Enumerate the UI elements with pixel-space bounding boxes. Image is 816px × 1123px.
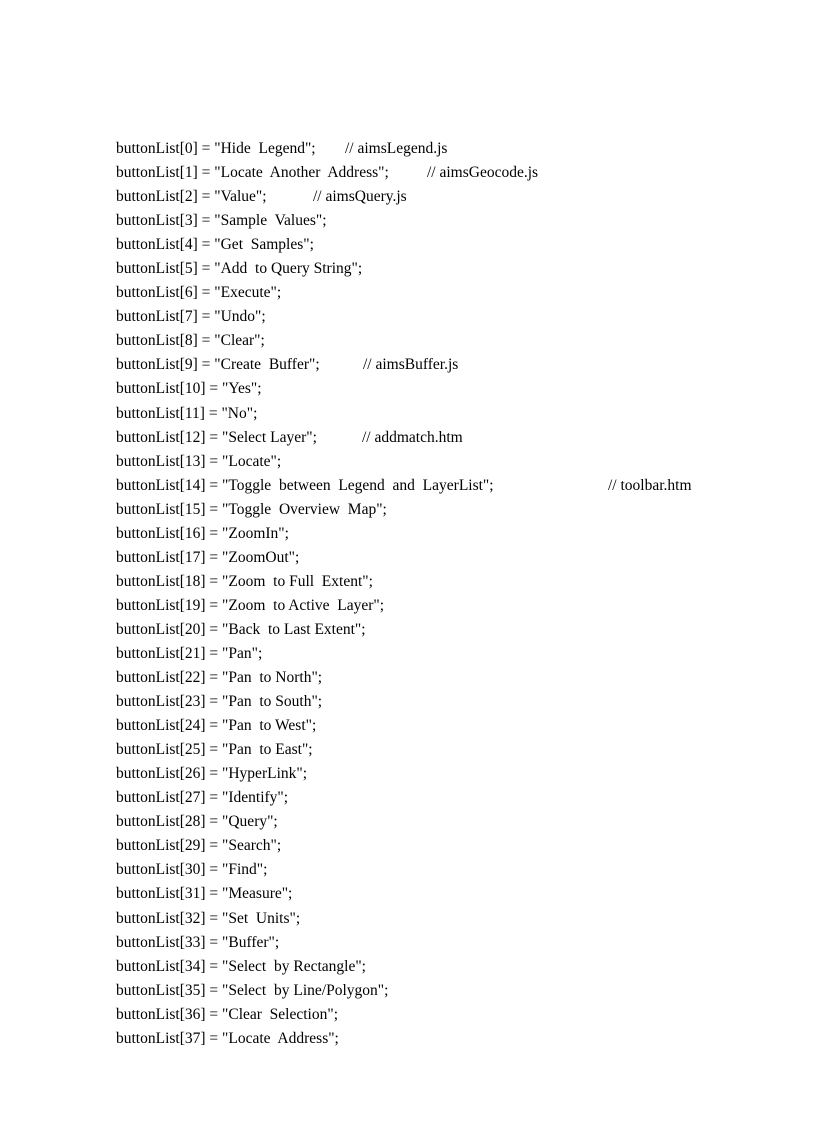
code-statement: buttonList[23] = "Pan to South"; bbox=[116, 693, 323, 711]
code-statement: buttonList[7] = "Undo"; bbox=[116, 308, 266, 326]
code-line bbox=[116, 642, 776, 666]
code-statement: buttonList[9] = "Create Buffer"; bbox=[116, 356, 320, 374]
code-statement: buttonList[0] = "Hide Legend"; bbox=[116, 140, 316, 157]
code-statement: buttonList[10] = "Yes"; bbox=[116, 380, 262, 398]
code-line bbox=[116, 209, 776, 233]
code-line bbox=[116, 377, 776, 401]
code-line bbox=[116, 426, 776, 450]
code-statement: buttonList[8] = "Clear"; bbox=[116, 332, 265, 350]
code-line bbox=[116, 979, 776, 1003]
code-line bbox=[116, 955, 776, 979]
code-line bbox=[116, 618, 776, 642]
code-statement: buttonList[26] = "HyperLink"; bbox=[116, 765, 308, 783]
code-statement: buttonList[31] = "Measure"; bbox=[116, 885, 293, 903]
code-statement: buttonList[25] = "Pan to East"; bbox=[116, 741, 313, 759]
code-statement: buttonList[17] = "ZoomOut"; bbox=[116, 548, 300, 566]
code-statement: buttonList[36] = "Clear Selection"; bbox=[116, 1005, 338, 1023]
code-statement: buttonList[5] = "Add to Query String"; bbox=[116, 260, 363, 278]
code-statement: buttonList[32] = "Set Units"; bbox=[116, 909, 301, 927]
code-statement: buttonList[12] = "Select Layer"; bbox=[116, 428, 317, 446]
code-line bbox=[116, 474, 776, 498]
code-statement: buttonList[27] = "Identify"; bbox=[116, 789, 289, 807]
code-line bbox=[116, 498, 776, 522]
code-statement: buttonList[2] = "Value"; bbox=[116, 188, 267, 206]
code-statement: buttonList[19] = "Zoom to Active Layer"; bbox=[116, 596, 385, 614]
code-line bbox=[116, 594, 776, 618]
code-statement: buttonList[20] = "Back to Last Extent"; bbox=[116, 620, 366, 638]
code-statement: buttonList[24] = "Pan to West"; bbox=[116, 717, 317, 735]
code-line bbox=[116, 281, 776, 305]
code-line bbox=[116, 931, 776, 955]
code-line bbox=[116, 690, 776, 714]
code-statement: buttonList[11] = "No"; bbox=[116, 404, 258, 422]
code-statement: buttonList[15] = "Toggle Overview Map"; bbox=[116, 500, 387, 518]
code-comment: // toolbar.htm bbox=[608, 476, 692, 494]
code-line bbox=[116, 1027, 776, 1051]
code-line bbox=[116, 810, 776, 834]
code-statement: buttonList[14] = "Toggle between Legend and LayerList"; bbox=[116, 476, 494, 494]
code-line bbox=[116, 450, 776, 474]
code-statement: buttonList[30] = "Find"; bbox=[116, 861, 268, 879]
code-line bbox=[116, 907, 776, 931]
code-statement: buttonList[33] = "Buffer"; bbox=[116, 933, 280, 951]
code-line bbox=[116, 1003, 776, 1027]
code-statement: buttonList[3] = "Sample Values"; bbox=[116, 212, 327, 230]
code-statement: buttonList[1] = "Locate Another Address"; bbox=[116, 164, 389, 182]
code-line bbox=[116, 522, 776, 546]
code-line bbox=[116, 738, 776, 762]
code-statement: buttonList[29] = "Search"; bbox=[116, 837, 282, 855]
code-line bbox=[116, 546, 776, 570]
code-line bbox=[116, 882, 776, 906]
code-line bbox=[116, 305, 776, 329]
code-line bbox=[116, 402, 776, 426]
code-statement: buttonList[21] = "Pan"; bbox=[116, 644, 263, 662]
code-statement: buttonList[28] = "Query"; bbox=[116, 813, 278, 831]
code-statement: buttonList[16] = "ZoomIn"; bbox=[116, 524, 289, 542]
code-line bbox=[116, 858, 776, 882]
code-statement: buttonList[13] = "Locate"; bbox=[116, 452, 282, 470]
code-line bbox=[116, 834, 776, 858]
code-line bbox=[116, 185, 776, 209]
code-statement: buttonList[37] = "Locate Address"; bbox=[116, 1029, 339, 1047]
code-statement: buttonList[22] = "Pan to North"; bbox=[116, 669, 323, 687]
code-comment: // addmatch.htm bbox=[362, 428, 463, 446]
code-line bbox=[116, 714, 776, 738]
code-statement: buttonList[35] = "Select by Line/Polygon"; bbox=[116, 981, 389, 999]
code-line bbox=[116, 786, 776, 810]
code-line bbox=[116, 666, 776, 690]
code-line bbox=[116, 233, 776, 257]
code-statement: buttonList[6] = "Execute"; bbox=[116, 284, 282, 302]
code-line bbox=[116, 257, 776, 281]
code-line bbox=[116, 137, 776, 161]
code-line bbox=[116, 570, 776, 594]
code-statement: buttonList[4] = "Get Samples"; bbox=[116, 236, 314, 254]
code-line bbox=[116, 762, 776, 786]
code-listing bbox=[116, 137, 776, 1051]
code-statement: buttonList[34] = "Select by Rectangle"; bbox=[116, 957, 366, 975]
code-line bbox=[116, 329, 776, 353]
code-statement: buttonList[18] = "Zoom to Full Extent"; bbox=[116, 572, 373, 590]
code-comment: // aimsBuffer.js bbox=[363, 356, 459, 374]
code-line bbox=[116, 353, 776, 377]
code-line bbox=[116, 161, 776, 185]
code-comment: // aimsQuery.js bbox=[313, 188, 407, 206]
code-comment: // aimsGeocode.js bbox=[427, 164, 539, 182]
code-comment: // aimsLegend.js bbox=[345, 140, 448, 157]
